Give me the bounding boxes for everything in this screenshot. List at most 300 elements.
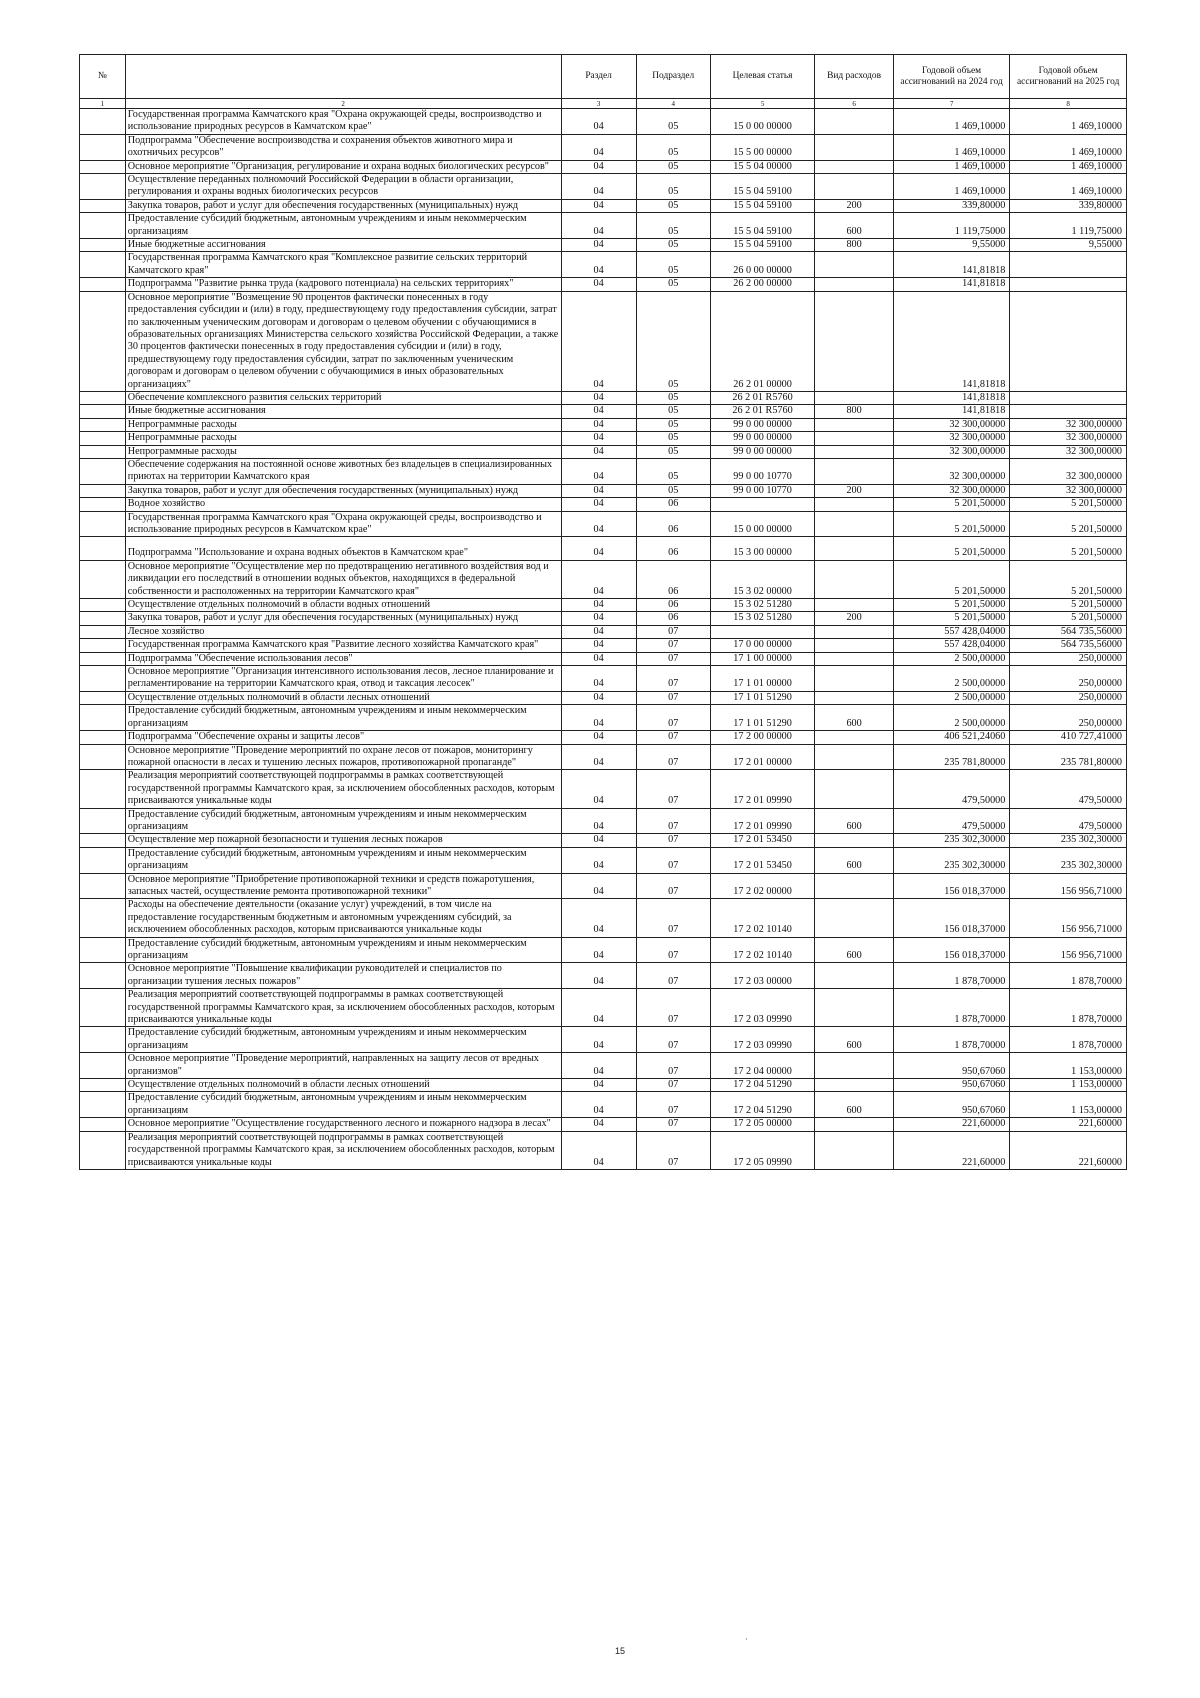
column-index: 4 <box>636 99 710 109</box>
row-target-code: 15 5 04 00000 <box>710 160 815 173</box>
row-expense-type: 600 <box>815 1027 893 1053</box>
row-amount-2024: 2 500,00000 <box>893 666 1010 692</box>
row-expense-type <box>815 770 893 808</box>
row-amount-2024: 141,81818 <box>893 291 1010 391</box>
column-index: 8 <box>1010 99 1127 109</box>
row-amount-2024: 221,60000 <box>893 1131 1010 1169</box>
header-target: Целевая статья <box>710 55 815 99</box>
row-target-code: 15 3 02 51280 <box>710 599 815 612</box>
row-target-code: 15 3 02 00000 <box>710 560 815 598</box>
row-expense-type <box>815 391 893 404</box>
row-number <box>80 134 126 160</box>
header-razdel: Раздел <box>561 55 636 99</box>
row-name: Предоставление субсидий бюджетным, автономным учреждениям и иным некоммерческим организациям <box>125 808 561 834</box>
row-podrazdel: 05 <box>636 418 710 431</box>
row-expense-type <box>815 1079 893 1092</box>
row-expense-type <box>815 963 893 989</box>
row-amount-2025: 221,60000 <box>1010 1118 1127 1131</box>
row-name: Обеспечение комплексного развития сельских территорий <box>125 391 561 404</box>
row-expense-type <box>815 834 893 847</box>
row-podrazdel: 07 <box>636 770 710 808</box>
row-amount-2024: 1 878,70000 <box>893 989 1010 1027</box>
row-amount-2025: 1 878,70000 <box>1010 963 1127 989</box>
row-podrazdel: 07 <box>636 1027 710 1053</box>
header-row <box>80 55 1127 99</box>
row-amount-2025: 1 153,00000 <box>1010 1092 1127 1118</box>
row-number <box>80 213 126 239</box>
row-number <box>80 560 126 598</box>
row-target-code: 99 0 00 00000 <box>710 418 815 431</box>
row-amount-2025: 235 302,30000 <box>1010 834 1127 847</box>
row-amount-2025: 235 302,30000 <box>1010 847 1127 873</box>
row-podrazdel: 05 <box>636 432 710 445</box>
row-razdel: 04 <box>561 418 636 431</box>
row-podrazdel: 05 <box>636 484 710 497</box>
row-name: Основное мероприятие "Организация интенсивного использования лесов, лесное планирование и регламентирование на территории Камчатского края, отвод и таксация лесосек" <box>125 666 561 692</box>
column-index-row <box>80 99 1127 109</box>
row-expense-type: 600 <box>815 1092 893 1118</box>
row-number <box>80 639 126 652</box>
stray-mark: · <box>745 1634 748 1644</box>
row-amount-2025: 1 469,10000 <box>1010 160 1127 173</box>
table-row <box>80 937 1127 963</box>
column-index: 1 <box>80 99 126 109</box>
row-expense-type <box>815 458 893 484</box>
row-number <box>80 731 126 744</box>
table-row <box>80 625 1127 638</box>
row-number <box>80 1131 126 1169</box>
row-amount-2024: 2 500,00000 <box>893 705 1010 731</box>
table-row <box>80 873 1127 899</box>
row-number <box>80 432 126 445</box>
row-number <box>80 847 126 873</box>
row-number <box>80 808 126 834</box>
row-target-code: 17 2 04 51290 <box>710 1079 815 1092</box>
table-row <box>80 666 1127 692</box>
row-name: Непрограммные расходы <box>125 418 561 431</box>
row-amount-2025: 9,55000 <box>1010 239 1127 252</box>
row-name: Осуществление переданных полномочий Российской Федерации в области организации, регулирования и охраны водных биологических ресурсов <box>125 174 561 200</box>
row-podrazdel: 05 <box>636 391 710 404</box>
row-amount-2024: 5 201,50000 <box>893 498 1010 511</box>
row-name: Иные бюджетные ассигнования <box>125 239 561 252</box>
row-amount-2024: 1 469,10000 <box>893 109 1010 135</box>
page-number: 15 <box>615 1646 626 1656</box>
row-expense-type <box>815 418 893 431</box>
row-podrazdel: 07 <box>636 847 710 873</box>
row-amount-2025: 32 300,00000 <box>1010 445 1127 458</box>
row-number <box>80 458 126 484</box>
row-razdel: 04 <box>561 770 636 808</box>
row-name: Осуществление отдельных полномочий в области лесных отношений <box>125 1079 561 1092</box>
row-amount-2025: 339,80000 <box>1010 199 1127 212</box>
row-amount-2024: 32 300,00000 <box>893 484 1010 497</box>
row-expense-type <box>815 1131 893 1169</box>
row-razdel: 04 <box>561 160 636 173</box>
row-amount-2024: 156 018,37000 <box>893 937 1010 963</box>
row-target-code: 17 2 04 00000 <box>710 1053 815 1079</box>
row-podrazdel: 05 <box>636 174 710 200</box>
row-number <box>80 834 126 847</box>
row-number <box>80 612 126 625</box>
budget-table-page <box>79 54 1127 1170</box>
row-amount-2024: 2 500,00000 <box>893 652 1010 665</box>
row-razdel: 04 <box>561 391 636 404</box>
row-name: Закупка товаров, работ и услуг для обеспечения государственных (муниципальных) нужд <box>125 484 561 497</box>
row-name: Иные бюджетные ассигнования <box>125 405 561 418</box>
table-row <box>80 1027 1127 1053</box>
row-expense-type: 200 <box>815 199 893 212</box>
row-razdel: 04 <box>561 1053 636 1079</box>
row-podrazdel: 07 <box>636 937 710 963</box>
row-expense-type <box>815 445 893 458</box>
row-razdel: 04 <box>561 652 636 665</box>
row-name: Предоставление субсидий бюджетным, автономным учреждениям и иным некоммерческим организациям <box>125 1092 561 1118</box>
row-expense-type: 600 <box>815 808 893 834</box>
row-expense-type: 200 <box>815 612 893 625</box>
row-amount-2025 <box>1010 291 1127 391</box>
table-row <box>80 405 1127 418</box>
row-amount-2025 <box>1010 278 1127 291</box>
row-number <box>80 1092 126 1118</box>
row-amount-2025: 564 735,56000 <box>1010 639 1127 652</box>
row-podrazdel: 07 <box>636 625 710 638</box>
row-amount-2025: 1 469,10000 <box>1010 174 1127 200</box>
table-row <box>80 1131 1127 1169</box>
table-row <box>80 109 1127 135</box>
row-target-code: 26 2 01 R5760 <box>710 391 815 404</box>
table-row <box>80 731 1127 744</box>
table-row <box>80 484 1127 497</box>
row-target-code: 17 2 05 09990 <box>710 1131 815 1169</box>
budget-table <box>79 54 1127 1170</box>
row-podrazdel: 05 <box>636 239 710 252</box>
row-amount-2025: 250,00000 <box>1010 652 1127 665</box>
row-amount-2025: 32 300,00000 <box>1010 484 1127 497</box>
row-amount-2025: 5 201,50000 <box>1010 537 1127 560</box>
row-target-code: 15 3 02 51280 <box>710 612 815 625</box>
row-number <box>80 278 126 291</box>
row-target-code: 15 5 04 59100 <box>710 239 815 252</box>
row-number <box>80 418 126 431</box>
row-name: Обеспечение содержания на постоянной основе животных без владельцев в специализированных приютах на территории Камчатского края <box>125 458 561 484</box>
row-number <box>80 1079 126 1092</box>
row-name: Расходы на обеспечение деятельности (оказание услуг) учреждений, в том числе на предоставление государственным бюджетным и автономным учреждениям субсидий, за исключением обособленных расходов, которым присваиваются уникальные коды <box>125 899 561 937</box>
row-razdel: 04 <box>561 511 636 537</box>
header-expense-type: Вид расходов <box>815 55 893 99</box>
table-row <box>80 705 1127 731</box>
row-expense-type <box>815 498 893 511</box>
row-number <box>80 291 126 391</box>
table-row <box>80 445 1127 458</box>
row-number <box>80 405 126 418</box>
table-body <box>80 109 1127 1170</box>
row-amount-2024: 32 300,00000 <box>893 418 1010 431</box>
row-number <box>80 873 126 899</box>
row-number <box>80 511 126 537</box>
row-target-code: 26 0 00 00000 <box>710 252 815 278</box>
row-name: Непрограммные расходы <box>125 432 561 445</box>
row-amount-2024: 32 300,00000 <box>893 432 1010 445</box>
row-target-code: 17 2 01 53450 <box>710 847 815 873</box>
row-amount-2025: 32 300,00000 <box>1010 418 1127 431</box>
row-name: Лесное хозяйство <box>125 625 561 638</box>
row-number <box>80 963 126 989</box>
row-name: Подпрограмма "Обеспечение воспроизводства и сохранения объектов животного мира и охотничьих ресурсов" <box>125 134 561 160</box>
row-podrazdel: 07 <box>636 639 710 652</box>
row-podrazdel: 07 <box>636 1079 710 1092</box>
row-target-code: 15 5 04 59100 <box>710 199 815 212</box>
row-expense-type: 800 <box>815 239 893 252</box>
row-name: Подпрограмма "Развитие рынка труда (кадрового потенциала) на сельских территориях" <box>125 278 561 291</box>
row-podrazdel: 06 <box>636 498 710 511</box>
row-target-code: 15 0 00 00000 <box>710 511 815 537</box>
table-row <box>80 560 1127 598</box>
row-razdel: 04 <box>561 989 636 1027</box>
row-target-code: 17 2 03 09990 <box>710 1027 815 1053</box>
row-target-code: 17 2 05 00000 <box>710 1118 815 1131</box>
table-row <box>80 537 1127 560</box>
row-number <box>80 770 126 808</box>
row-podrazdel: 07 <box>636 899 710 937</box>
row-podrazdel: 05 <box>636 445 710 458</box>
row-number <box>80 1118 126 1131</box>
row-amount-2024: 557 428,04000 <box>893 639 1010 652</box>
row-razdel: 04 <box>561 291 636 391</box>
row-amount-2024: 557 428,04000 <box>893 625 1010 638</box>
row-expense-type: 600 <box>815 213 893 239</box>
row-amount-2024: 950,67060 <box>893 1053 1010 1079</box>
row-target-code: 26 2 00 00000 <box>710 278 815 291</box>
row-number <box>80 239 126 252</box>
row-amount-2024: 32 300,00000 <box>893 458 1010 484</box>
table-row <box>80 134 1127 160</box>
table-row <box>80 174 1127 200</box>
row-amount-2025: 564 735,56000 <box>1010 625 1127 638</box>
row-razdel: 04 <box>561 612 636 625</box>
row-expense-type <box>815 432 893 445</box>
row-amount-2024: 5 201,50000 <box>893 537 1010 560</box>
row-number <box>80 174 126 200</box>
row-razdel: 04 <box>561 1079 636 1092</box>
row-razdel: 04 <box>561 498 636 511</box>
row-amount-2025: 1 469,10000 <box>1010 109 1127 135</box>
row-amount-2025: 1 119,75000 <box>1010 213 1127 239</box>
row-amount-2025: 479,50000 <box>1010 808 1127 834</box>
column-index: 2 <box>125 99 561 109</box>
row-razdel: 04 <box>561 937 636 963</box>
row-podrazdel: 07 <box>636 705 710 731</box>
row-expense-type <box>815 537 893 560</box>
row-target-code: 17 1 01 51290 <box>710 691 815 704</box>
row-target-code: 15 5 04 59100 <box>710 213 815 239</box>
row-number <box>80 1053 126 1079</box>
row-amount-2024: 235 302,30000 <box>893 847 1010 873</box>
row-amount-2024: 221,60000 <box>893 1118 1010 1131</box>
header-2024: Годовой объем ассигнований на 2024 год <box>893 55 1010 99</box>
row-podrazdel: 05 <box>636 134 710 160</box>
row-podrazdel: 05 <box>636 291 710 391</box>
row-expense-type <box>815 160 893 173</box>
header-2025: Годовой объем ассигнований на 2025 год <box>1010 55 1127 99</box>
row-amount-2025: 5 201,50000 <box>1010 498 1127 511</box>
row-target-code: 15 0 00 00000 <box>710 109 815 135</box>
row-target-code: 15 5 00 00000 <box>710 134 815 160</box>
row-expense-type <box>815 174 893 200</box>
table-row <box>80 808 1127 834</box>
row-amount-2025: 235 781,80000 <box>1010 744 1127 770</box>
row-target-code: 17 2 01 09990 <box>710 808 815 834</box>
row-podrazdel: 07 <box>636 1118 710 1131</box>
row-amount-2025 <box>1010 252 1127 278</box>
table-row <box>80 770 1127 808</box>
row-amount-2024: 141,81818 <box>893 405 1010 418</box>
row-name: Предоставление субсидий бюджетным, автономным учреждениям и иным некоммерческим организациям <box>125 213 561 239</box>
row-razdel: 04 <box>561 705 636 731</box>
row-expense-type <box>815 560 893 598</box>
row-target-code: 17 2 04 51290 <box>710 1092 815 1118</box>
row-podrazdel: 06 <box>636 537 710 560</box>
row-name: Реализация мероприятий соответствующей подпрограммы в рамках соответствующей государственной программы Камчатского края, за исключением обособленных расходов, которым присваиваются уникальные коды <box>125 989 561 1027</box>
table-row <box>80 199 1127 212</box>
row-amount-2024: 5 201,50000 <box>893 599 1010 612</box>
row-expense-type <box>815 134 893 160</box>
row-target-code: 17 1 01 00000 <box>710 666 815 692</box>
row-expense-type <box>815 252 893 278</box>
row-razdel: 04 <box>561 278 636 291</box>
row-expense-type <box>815 873 893 899</box>
row-razdel: 04 <box>561 252 636 278</box>
header-podrazdel: Подраздел <box>636 55 710 99</box>
row-razdel: 04 <box>561 963 636 989</box>
table-row <box>80 432 1127 445</box>
row-razdel: 04 <box>561 808 636 834</box>
row-number <box>80 899 126 937</box>
row-podrazdel: 07 <box>636 963 710 989</box>
table-row <box>80 963 1127 989</box>
table-row <box>80 160 1127 173</box>
table-row <box>80 599 1127 612</box>
row-amount-2024: 141,81818 <box>893 252 1010 278</box>
row-target-code: 17 2 01 00000 <box>710 744 815 770</box>
row-podrazdel: 05 <box>636 213 710 239</box>
column-index: 7 <box>893 99 1010 109</box>
row-expense-type <box>815 1118 893 1131</box>
row-name: Осуществление мер пожарной безопасности и тушения лесных пожаров <box>125 834 561 847</box>
row-razdel: 04 <box>561 666 636 692</box>
row-number <box>80 109 126 135</box>
row-expense-type <box>815 899 893 937</box>
table-row <box>80 639 1127 652</box>
row-expense-type <box>815 109 893 135</box>
row-name: Реализация мероприятий соответствующей подпрограммы в рамках соответствующей государственной программы Камчатского края, за исключением обособленных расходов, которым присваиваются уникальные коды <box>125 770 561 808</box>
row-razdel: 04 <box>561 174 636 200</box>
row-target-code: 26 2 01 00000 <box>710 291 815 391</box>
table-row <box>80 847 1127 873</box>
row-podrazdel: 06 <box>636 511 710 537</box>
row-razdel: 04 <box>561 560 636 598</box>
row-expense-type <box>815 652 893 665</box>
row-target-code: 17 2 03 09990 <box>710 989 815 1027</box>
row-expense-type <box>815 989 893 1027</box>
row-razdel: 04 <box>561 458 636 484</box>
row-name: Осуществление отдельных полномочий в области водных отношений <box>125 599 561 612</box>
row-target-code: 17 1 00 00000 <box>710 652 815 665</box>
row-podrazdel: 05 <box>636 278 710 291</box>
row-amount-2024: 406 521,24060 <box>893 731 1010 744</box>
row-razdel: 04 <box>561 484 636 497</box>
row-number <box>80 252 126 278</box>
row-number <box>80 625 126 638</box>
row-razdel: 04 <box>561 1118 636 1131</box>
row-expense-type: 200 <box>815 484 893 497</box>
row-amount-2025: 479,50000 <box>1010 770 1127 808</box>
table-row <box>80 1053 1127 1079</box>
row-expense-type: 600 <box>815 937 893 963</box>
row-razdel: 04 <box>561 639 636 652</box>
header-name <box>125 55 561 99</box>
row-expense-type: 600 <box>815 847 893 873</box>
row-amount-2024: 1 119,75000 <box>893 213 1010 239</box>
table-row <box>80 418 1127 431</box>
table-row <box>80 239 1127 252</box>
row-target-code: 15 3 00 00000 <box>710 537 815 560</box>
row-amount-2024: 339,80000 <box>893 199 1010 212</box>
row-amount-2024: 1 469,10000 <box>893 134 1010 160</box>
row-razdel: 04 <box>561 134 636 160</box>
row-amount-2025: 221,60000 <box>1010 1131 1127 1169</box>
row-expense-type <box>815 691 893 704</box>
row-number <box>80 666 126 692</box>
row-expense-type <box>815 731 893 744</box>
row-podrazdel: 07 <box>636 1092 710 1118</box>
row-podrazdel: 05 <box>636 458 710 484</box>
row-amount-2025: 32 300,00000 <box>1010 458 1127 484</box>
row-podrazdel: 07 <box>636 652 710 665</box>
row-amount-2025: 1 153,00000 <box>1010 1053 1127 1079</box>
row-number <box>80 691 126 704</box>
row-amount-2024: 1 469,10000 <box>893 174 1010 200</box>
row-amount-2025: 410 727,41000 <box>1010 731 1127 744</box>
row-expense-type: 600 <box>815 705 893 731</box>
row-podrazdel: 07 <box>636 834 710 847</box>
row-amount-2025: 5 201,50000 <box>1010 511 1127 537</box>
row-razdel: 04 <box>561 744 636 770</box>
row-name: Закупка товаров, работ и услуг для обеспечения государственных (муниципальных) нужд <box>125 612 561 625</box>
row-name: Государственная программа Камчатского края "Развитие лесного хозяйства Камчатского края" <box>125 639 561 652</box>
row-podrazdel: 05 <box>636 252 710 278</box>
row-razdel: 04 <box>561 213 636 239</box>
row-target-code: 99 0 00 10770 <box>710 458 815 484</box>
row-amount-2025: 1 469,10000 <box>1010 134 1127 160</box>
table-row <box>80 391 1127 404</box>
table-row <box>80 213 1127 239</box>
row-number <box>80 744 126 770</box>
row-razdel: 04 <box>561 199 636 212</box>
row-number <box>80 445 126 458</box>
row-name: Предоставление субсидий бюджетным, автономным учреждениям и иным некоммерческим организациям <box>125 847 561 873</box>
row-name: Основное мероприятие "Приобретение противопожарной техники и средств пожаротушения, запасных частей, осуществление ремонта противопожарной техники" <box>125 873 561 899</box>
row-razdel: 04 <box>561 109 636 135</box>
table-row <box>80 899 1127 937</box>
row-amount-2024: 5 201,50000 <box>893 612 1010 625</box>
row-expense-type <box>815 639 893 652</box>
row-number <box>80 705 126 731</box>
table-row <box>80 612 1127 625</box>
row-podrazdel: 07 <box>636 731 710 744</box>
row-name: Осуществление отдельных полномочий в области лесных отношений <box>125 691 561 704</box>
row-number <box>80 498 126 511</box>
